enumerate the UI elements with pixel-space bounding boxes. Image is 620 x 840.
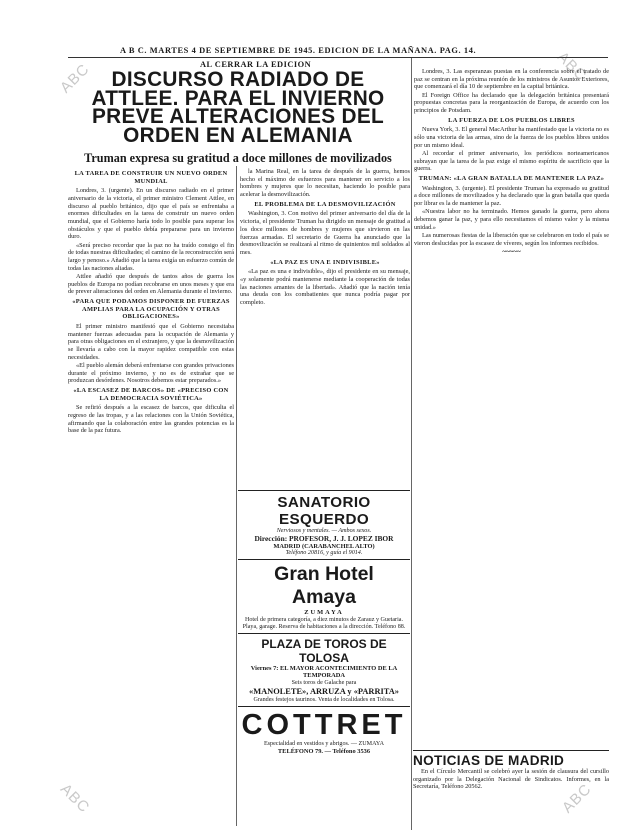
ad-line: MADRID (CARABANCHEL ALTO) [273,542,375,550]
watermark: ABC [558,780,595,817]
paragraph: Washington, 3. Con motivo del primer aniversario del día de la victoria, el presidente Truman ha dirigido un mensaje de gratitud a los doce millones de hombres y mujeres que sirvieron en las fuerzas armadas. El secretario de Guerra ha anunciado que la desmovilización se realizará al ritmo de quinientos mil soldados al mes. [240,210,410,256]
ad-hotel [238,559,410,633]
paragraph: Las numerosas fiestas de la liberación que se celebraron en todo el país se vieron deslucidas por la escasez de víveres, según los informes recibidos. [414,231,609,247]
masthead: A B C. MARTES 4 DE SEPTIEMBRE DE 1945. EDICION DE LA MAÑANA. PAG. 14. [120,46,477,55]
section-heading: «LA ESCASEZ DE BARCOS» DE «PRECISO CON LA DEMOCRACIA SOVIÉTICA» [73,386,229,402]
kicker: AL CERRAR LA EDICION [200,60,312,69]
section-heading: LA FUERZA DE LOS PUEBLOS LIBRES [448,116,575,124]
ad-line: Grandes festejos taurinos. Venta de localidades en Tolosa. [253,696,395,703]
section-heading: TRUMAN: «LA GRAN BATALLA DE MANTENER LA PAZ» [418,175,605,183]
subhead: Truman expresa su gratitud a doce millones de movilizados [84,151,392,165]
paragraph-wrap [413,768,609,792]
watermark: ABC [56,780,93,817]
ad-line: Viernes 7: EL MAYOR ACONTECIMIENTO DE LA TEMPORADA [250,665,398,680]
paragraph: Nueva York, 3. El general MacArthur ha manifestado que la victoria no es sólo una victoria de las armas, sino de la fuerza de los pueblos libres unidos por un mismo ideal. [414,126,609,149]
paragraph: Washington, 3. (urgente). El presidente Truman ha expresado su gratitud a doce millones de movilizados y ha declarado que la gran batalla que queda por librar es la de mantener la paz. [414,184,609,208]
headline: DISCURSO RADIADO DE ATTLEE. PARA EL INVIERNO PREVE ALTERACIONES DEL ORDEN EN ALEMANIA [91,68,385,147]
paragraph: «Será preciso recordar que la paz no ha traído consigo el fin de todas nuestras dificultades; el camino de la reconstrucción será largo y penoso.» Añadió que la tarea exigía un esfuerzo común de todas las naciones aliadas. [68,241,234,272]
paragraph: Londres, 3. (urgente). En un discurso radiado en el primer aniversario de la victoria, el primer ministro Clement Attlee, en discurso al pueblo británico, dijo que el país se enfrentaba a enormes dificultades en la tarea de construir un nuevo orden mundial, que el Gobierno haría todo lo posible para superar los obstáculos y que el pueblo debía prepararse para un invierno duro. [68,187,234,241]
section-heading: EL PROBLEMA DE LA DESMOVILIZACIÓN [254,200,396,208]
section-heading: LA TAREA DE CONSTRUIR UN NUEVO ORDEN MUNDIAL [74,170,228,185]
ad-line: Seis toros de Galache para [291,679,357,686]
noticias-de-madrid [413,750,609,830]
column-rule [411,58,412,830]
paragraph: Attlee añadió que después de tantos años de guerra los pueblos de Europa no podían recobrarse en unos meses y que era de prever alteraciones del orden en Alemania durante el invierno. [68,272,234,296]
paragraph: El Foreign Office ha declarado que la delegación británica presentará propuestas concretas para la reorganización de Europa, de acuerdo con los principios de Potsdam. [414,91,609,115]
paragraph: En el Círculo Mercantil se celebró ayer la sesión de clausura del cursillo organizado por la Delegación Nacional de Sindicatos. Informes, en la Secretaría, Teléfono 20562. [413,768,609,791]
ad-line: Nerviosos y mentales. — Ambos sexos. [276,528,372,534]
ad-cottret [238,706,410,758]
column-rule [236,166,237,826]
paragraph: Londres, 3. Las esperanzas puestas en la conferencia sobre el tratado de paz se centran en la próxima reunión de los ministros de Asuntos Exteriores, que comenzará el día 10 de septiembre en la capital británica. [414,68,609,91]
ad-line: Teléfono 20816, y guía el 9014. [285,550,363,557]
ad-line: Dirección: PROFESOR, J. J. LOPEZ IBOR [254,534,394,544]
article-column-1 [68,168,234,830]
ad-title: Gran Hotel Amaya [274,563,374,609]
watermark: ABC [553,48,590,85]
ad-tel: TELÉFONO 79. — Teléfono 3536 [277,748,371,756]
advertisements [238,490,410,818]
paragraph: El primer ministro manifestó que el Gobierno necesitaba mantener fuerzas adecuadas para la ocupación de Alemania y para otras obligaciones en el extranjero, y que la desmovilización se llevaría a cabo con la mayor rapidez compatible con estas necesidades. [68,322,234,361]
paragraph: Se refirió después a la escasez de barcos, que dificulta el regreso de las tropas, y a las relaciones con la Unión Soviética, afirmando que la colaboración entre las grandes potencias es la base de la paz futura. [68,404,234,435]
section-title: NOTICIAS DE MADRID [413,750,609,768]
paragraph: «La paz es una e indivisible», dijo el presidente en su mensaje, «y solamente podrá mantenerse mediante la cooperación de todas las naciones amantes de la libertad». Añadió que la nación tenía una deuda con los combatientes que nunca podría pagar por completo. [240,268,410,307]
ad-sanatorio [238,490,410,559]
article-column-2 [240,168,410,486]
paragraph: Al recordar el primer aniversario, los periódicos norteamericanos subrayan que la tarea de la paz exige el mismo espíritu de sacrificio que la guerra. [414,149,609,173]
ad-line: «MANOLETE», ARRUZA y «PARRITA» [249,687,399,697]
ad-text: Hotel de primera categoría, a diez minutos de Zarauz y Guetaria. Playa, garage. Reserva de habitaciones a la dirección. Teléfono 88. [242,616,406,630]
ad-toros [238,633,410,706]
section-heading: «PARA QUE PODAMOS DISPONER DE FUERZAS AMPLIAS PARA LA OCUPACIÓN Y OTRAS OBLIGACIONES» [72,298,230,321]
section-heading: «LA PAZ ES UNA E INDIVISIBLE» [270,258,380,266]
ad-city: ZUMAYA [304,609,344,617]
paragraph: la Marina Real, en la tarea de después de la guerra, hemos hecho el máximo de esfuerzos para mantener en servicio a los hombres y mujeres que lo necesitan, haciendo lo posible para acelerar la desmovilización. [240,168,410,199]
ad-title: COTTRET [241,708,407,741]
ad-title: PLAZA DE TOROS DE TOLOSA [261,637,387,666]
top-rule [68,57,608,58]
ornament: ~~~~~ [502,248,521,257]
paragraph: «Nuestra labor no ha terminado. Hemos ganado la guerra, pero ahora debemos ganar la paz, y para ello necesitamos el mismo valor y la misma unidad.» [414,208,609,231]
watermark: ABC [56,60,93,97]
article-column-3 [414,68,609,748]
ad-title: SANATORIO ESQUERDO [277,494,371,528]
paragraph: «El pueblo alemán deberá enfrentarse con grandes privaciones durante el próximo invierno, y no es de extrañar que se produzcan desórdenes. Nosotros debemos estar preparados.» [68,361,234,385]
ad-text: Especialidad en vestidos y abrigos. — ZUMAYA [263,740,385,747]
